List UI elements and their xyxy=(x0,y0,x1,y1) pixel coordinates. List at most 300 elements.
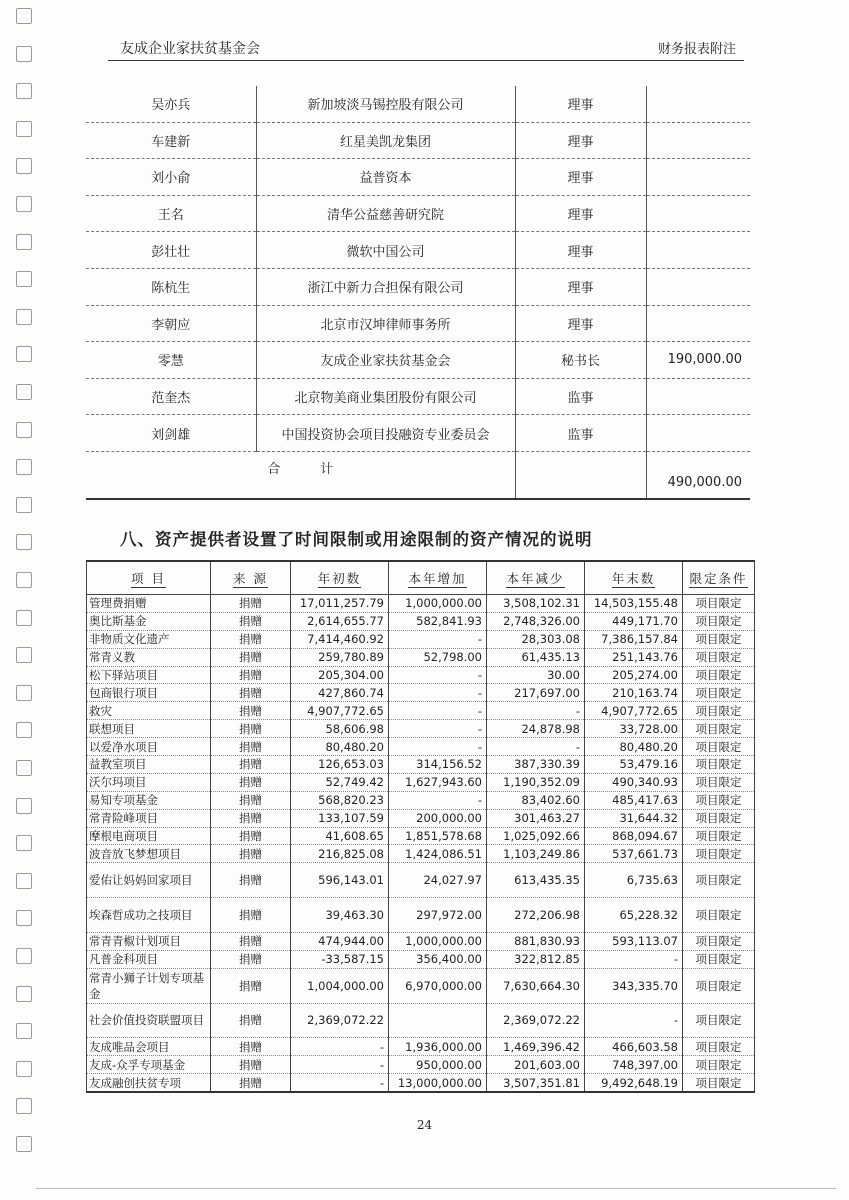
closing-balance: 343,335.70 xyxy=(585,968,683,1003)
person-org: 新加坡淡马锡控股有限公司 xyxy=(256,86,515,122)
opening-balance: 596,143.01 xyxy=(291,863,389,898)
year-decrease: 30.00 xyxy=(487,666,585,684)
item-name: 波音放飞梦想项目 xyxy=(87,845,211,863)
person-name: 陈杭生 xyxy=(86,268,256,305)
binding-hole xyxy=(16,610,32,626)
item-source: 捐赠 xyxy=(211,791,291,809)
restriction: 项目限定 xyxy=(683,845,755,863)
person-amount: 190,000.00 xyxy=(646,342,750,379)
item-name: 松下驿站项目 xyxy=(87,666,211,684)
total-empty xyxy=(515,451,646,499)
year-increase: 1,000,000.00 xyxy=(389,595,487,613)
person-role: 监事 xyxy=(515,415,646,452)
column-header xyxy=(487,561,585,595)
closing-balance: 9,492,648.19 xyxy=(585,1074,683,1092)
table-row xyxy=(87,845,755,863)
person-amount xyxy=(646,86,750,122)
closing-balance: 449,171.70 xyxy=(585,612,683,630)
person-role: 理事 xyxy=(515,159,646,196)
item-name: 奥比斯基金 xyxy=(87,612,211,630)
item-name: 管理费捐赠 xyxy=(87,595,211,613)
column-header xyxy=(389,561,487,595)
restriction: 项目限定 xyxy=(683,827,755,845)
opening-balance: - xyxy=(291,1056,389,1074)
binding-hole xyxy=(16,83,32,99)
year-decrease: 83,402.60 xyxy=(487,791,585,809)
year-increase xyxy=(389,1003,487,1038)
closing-balance: 7,386,157.84 xyxy=(585,630,683,648)
closing-balance: 485,417.63 xyxy=(585,791,683,809)
person-org: 友成企业家扶贫基金会 xyxy=(256,342,515,379)
person-amount xyxy=(646,195,750,232)
person-name: 刘小俞 xyxy=(86,159,256,196)
binding-hole xyxy=(16,346,32,362)
opening-balance: 133,107.59 xyxy=(291,809,389,827)
person-amount xyxy=(646,378,750,415)
total-amount: 490,000.00 xyxy=(646,451,750,499)
table-row xyxy=(87,1056,755,1074)
year-decrease: 24,878.98 xyxy=(487,720,585,738)
table-row xyxy=(87,756,755,774)
binding-hole xyxy=(16,271,32,287)
year-decrease: 3,508,102.31 xyxy=(487,595,585,613)
restricted-assets-table xyxy=(86,560,755,1093)
item-name: 包商银行项目 xyxy=(87,684,211,702)
opening-balance: 474,944.00 xyxy=(291,932,389,950)
person-org: 北京物美商业集团股份有限公司 xyxy=(256,378,515,415)
header-org: 友成企业家扶贫基金会 xyxy=(120,41,260,57)
item-source: 捐赠 xyxy=(211,1056,291,1074)
person-org: 浙江中新力合担保有限公司 xyxy=(256,268,515,305)
item-source: 捐赠 xyxy=(211,756,291,774)
item-name: 非物质文化遗产 xyxy=(87,630,211,648)
column-header xyxy=(291,561,389,595)
year-increase: 950,000.00 xyxy=(389,1056,487,1074)
year-decrease: 1,103,249.86 xyxy=(487,845,585,863)
column-header xyxy=(585,561,683,595)
restriction: 项目限定 xyxy=(683,932,755,950)
opening-balance: 80,480.20 xyxy=(291,738,389,756)
person-name: 刘剑雄 xyxy=(86,415,256,452)
closing-balance: 80,480.20 xyxy=(585,738,683,756)
table-row xyxy=(87,863,755,898)
item-source: 捐赠 xyxy=(211,595,291,613)
year-decrease: 217,697.00 xyxy=(487,684,585,702)
person-name: 李朝应 xyxy=(86,305,256,342)
opening-balance: 568,820.23 xyxy=(291,791,389,809)
year-decrease: 2,748,326.00 xyxy=(487,612,585,630)
restriction: 项目限定 xyxy=(683,612,755,630)
person-org: 微软中国公司 xyxy=(256,232,515,269)
item-source: 捐赠 xyxy=(211,702,291,720)
opening-balance: 216,825.08 xyxy=(291,845,389,863)
restriction: 项目限定 xyxy=(683,968,755,1003)
restriction: 项目限定 xyxy=(683,1074,755,1092)
column-header-text: 来 源 xyxy=(233,571,268,586)
item-name: 常青险峰项目 xyxy=(87,809,211,827)
item-name: 友成唯品会项目 xyxy=(87,1038,211,1056)
year-increase: 314,156.52 xyxy=(389,756,487,774)
item-source: 捐赠 xyxy=(211,898,291,933)
binding-hole xyxy=(16,1098,32,1114)
item-name: 凡普金科项目 xyxy=(87,950,211,968)
binding-hole xyxy=(16,910,32,926)
binding-hole xyxy=(16,873,32,889)
closing-balance: - xyxy=(585,1003,683,1038)
restriction: 项目限定 xyxy=(683,1003,755,1038)
table-row xyxy=(87,702,755,720)
closing-balance: 537,661.73 xyxy=(585,845,683,863)
year-increase: 1,851,578.68 xyxy=(389,827,487,845)
table-row xyxy=(87,968,755,1003)
opening-balance: 41,608.65 xyxy=(291,827,389,845)
binding-hole xyxy=(16,948,32,964)
year-increase: 582,841.93 xyxy=(389,612,487,630)
person-name: 彭壮壮 xyxy=(86,232,256,269)
binding-hole xyxy=(16,46,32,62)
year-increase: 1,627,943.60 xyxy=(389,773,487,791)
person-name: 吴亦兵 xyxy=(86,86,256,122)
year-increase: 200,000.00 xyxy=(389,809,487,827)
section-title: 八、资产提供者设置了时间限制或用途限制的资产情况的说明 xyxy=(120,530,593,549)
binding-hole xyxy=(16,158,32,174)
closing-balance: 6,735.63 xyxy=(585,863,683,898)
year-decrease: 1,190,352.09 xyxy=(487,773,585,791)
table-row xyxy=(87,666,755,684)
binding-hole xyxy=(16,234,32,250)
person-amount xyxy=(646,159,750,196)
person-amount xyxy=(646,232,750,269)
closing-balance: 593,113.07 xyxy=(585,932,683,950)
binding-hole xyxy=(16,422,32,438)
year-increase: - xyxy=(389,666,487,684)
year-decrease: 322,812.85 xyxy=(487,950,585,968)
column-header xyxy=(211,561,291,595)
year-decrease: - xyxy=(487,738,585,756)
restriction: 项目限定 xyxy=(683,898,755,933)
restriction: 项目限定 xyxy=(683,595,755,613)
person-name: 车建新 xyxy=(86,122,256,159)
restriction: 项目限定 xyxy=(683,809,755,827)
year-increase: 52,798.00 xyxy=(389,648,487,666)
person-role: 理事 xyxy=(515,305,646,342)
opening-balance: 2,614,655.77 xyxy=(291,612,389,630)
table-row xyxy=(87,595,755,613)
opening-balance: 58,606.98 xyxy=(291,720,389,738)
binding-hole xyxy=(16,647,32,663)
person-org: 北京市汉坤律师事务所 xyxy=(256,305,515,342)
year-decrease: 881,830.93 xyxy=(487,932,585,950)
column-header-text: 项 目 xyxy=(131,571,166,586)
restriction: 项目限定 xyxy=(683,863,755,898)
table-row xyxy=(87,1074,755,1092)
item-name: 易知专项基金 xyxy=(87,791,211,809)
year-increase: 1,424,086.51 xyxy=(389,845,487,863)
item-source: 捐赠 xyxy=(211,1074,291,1092)
closing-balance: 53,479.16 xyxy=(585,756,683,774)
closing-balance: 4,907,772.65 xyxy=(585,702,683,720)
binding-hole xyxy=(16,986,32,1002)
year-increase: 6,970,000.00 xyxy=(389,968,487,1003)
year-increase: 1,000,000.00 xyxy=(389,932,487,950)
opening-balance: 39,463.30 xyxy=(291,898,389,933)
closing-balance: 31,644.32 xyxy=(585,809,683,827)
table-row xyxy=(87,648,755,666)
year-decrease: - xyxy=(487,702,585,720)
restriction: 项目限定 xyxy=(683,738,755,756)
item-source: 捐赠 xyxy=(211,1038,291,1056)
binding-hole xyxy=(16,309,32,325)
person-org: 清华公益慈善研究院 xyxy=(256,195,515,232)
person-name: 范奎杰 xyxy=(86,378,256,415)
item-source: 捐赠 xyxy=(211,630,291,648)
column-header-text: 本年减少 xyxy=(506,571,565,586)
person-amount xyxy=(646,305,750,342)
opening-balance: 205,304.00 xyxy=(291,666,389,684)
table-row xyxy=(87,791,755,809)
year-decrease: 61,435.13 xyxy=(487,648,585,666)
person-role: 理事 xyxy=(515,86,646,122)
item-source: 捐赠 xyxy=(211,666,291,684)
person-name: 王名 xyxy=(86,195,256,232)
person-org: 益普资本 xyxy=(256,159,515,196)
item-name: 友成-众孚专项基金 xyxy=(87,1056,211,1074)
person-amount xyxy=(646,268,750,305)
opening-balance: 1,004,000.00 xyxy=(291,968,389,1003)
item-source: 捐赠 xyxy=(211,738,291,756)
closing-balance: 490,340.93 xyxy=(585,773,683,791)
person-name: 零慧 xyxy=(86,342,256,379)
opening-balance: 52,749.42 xyxy=(291,773,389,791)
footer-line xyxy=(36,1188,836,1189)
binding-hole xyxy=(16,722,32,738)
item-name: 以爱净水项目 xyxy=(87,738,211,756)
restriction: 项目限定 xyxy=(683,950,755,968)
personnel-row xyxy=(86,232,750,269)
person-role: 理事 xyxy=(515,232,646,269)
item-source: 捐赠 xyxy=(211,932,291,950)
opening-balance: 4,907,772.65 xyxy=(291,702,389,720)
opening-balance: -33,587.15 xyxy=(291,950,389,968)
year-decrease: 201,603.00 xyxy=(487,1056,585,1074)
personnel-row xyxy=(86,305,750,342)
item-source: 捐赠 xyxy=(211,773,291,791)
binding-hole xyxy=(16,196,32,212)
person-role: 理事 xyxy=(515,195,646,232)
year-decrease: 2,369,072.22 xyxy=(487,1003,585,1038)
binding-hole xyxy=(16,8,32,24)
item-name: 救灾 xyxy=(87,702,211,720)
closing-balance: 210,163.74 xyxy=(585,684,683,702)
closing-balance: 748,397.00 xyxy=(585,1056,683,1074)
page-number: 24 xyxy=(416,1118,433,1132)
personnel-table xyxy=(86,86,750,500)
person-role: 监事 xyxy=(515,378,646,415)
restriction: 项目限定 xyxy=(683,773,755,791)
closing-balance: 868,094.67 xyxy=(585,827,683,845)
personnel-row xyxy=(86,122,750,159)
opening-balance: 17,011,257.79 xyxy=(291,595,389,613)
item-source: 捐赠 xyxy=(211,968,291,1003)
year-increase: 297,972.00 xyxy=(389,898,487,933)
person-org: 红星美凯龙集团 xyxy=(256,122,515,159)
table-row xyxy=(87,1003,755,1038)
opening-balance: 259,780.89 xyxy=(291,648,389,666)
table-row xyxy=(87,1038,755,1056)
table-row xyxy=(87,684,755,702)
header-doc-title: 财务报表附注 xyxy=(657,42,736,57)
binding-holes xyxy=(14,8,36,1188)
item-source: 捐赠 xyxy=(211,827,291,845)
item-source: 捐赠 xyxy=(211,648,291,666)
binding-hole xyxy=(16,1023,32,1039)
binding-hole xyxy=(16,497,32,513)
restriction: 项目限定 xyxy=(683,1038,755,1056)
item-source: 捐赠 xyxy=(211,684,291,702)
year-increase: - xyxy=(389,791,487,809)
restriction: 项目限定 xyxy=(683,791,755,809)
closing-balance: 251,143.76 xyxy=(585,648,683,666)
column-header-text: 限定条件 xyxy=(689,571,748,586)
closing-balance: 466,603.58 xyxy=(585,1038,683,1056)
item-name: 益教室项目 xyxy=(87,756,211,774)
table-row xyxy=(87,630,755,648)
person-org: 中国投资协会项目投融资专业委员会 xyxy=(256,415,515,452)
column-header-text: 年末数 xyxy=(611,571,656,586)
table-row xyxy=(87,720,755,738)
year-decrease: 387,330.39 xyxy=(487,756,585,774)
year-increase: - xyxy=(389,738,487,756)
item-source: 捐赠 xyxy=(211,1003,291,1038)
restriction: 项目限定 xyxy=(683,648,755,666)
closing-balance: 33,728.00 xyxy=(585,720,683,738)
item-name: 沃尔玛项目 xyxy=(87,773,211,791)
column-header-text: 本年增加 xyxy=(408,571,467,586)
binding-hole xyxy=(16,384,32,400)
table-row xyxy=(87,773,755,791)
item-name: 常青青椒计划项目 xyxy=(87,932,211,950)
item-source: 捐赠 xyxy=(211,845,291,863)
item-source: 捐赠 xyxy=(211,950,291,968)
personnel-row xyxy=(86,342,750,379)
table-row xyxy=(87,827,755,845)
item-source: 捐赠 xyxy=(211,863,291,898)
page-header xyxy=(108,38,744,61)
opening-balance: 7,414,460.92 xyxy=(291,630,389,648)
personnel-row xyxy=(86,86,750,122)
binding-hole xyxy=(16,459,32,475)
restriction: 项目限定 xyxy=(683,666,755,684)
year-increase: 24,027.97 xyxy=(389,863,487,898)
item-name: 社会价值投资联盟项目 xyxy=(87,1003,211,1038)
item-name: 摩根电商项目 xyxy=(87,827,211,845)
opening-balance: 2,369,072.22 xyxy=(291,1003,389,1038)
year-decrease: 613,435.35 xyxy=(487,863,585,898)
table-row xyxy=(87,809,755,827)
opening-balance: 126,653.03 xyxy=(291,756,389,774)
person-amount xyxy=(646,122,750,159)
person-role: 理事 xyxy=(515,268,646,305)
table-row xyxy=(87,612,755,630)
year-decrease: 1,469,396.42 xyxy=(487,1038,585,1056)
year-decrease: 28,303.08 xyxy=(487,630,585,648)
closing-balance: 205,274.00 xyxy=(585,666,683,684)
year-increase: - xyxy=(389,720,487,738)
binding-hole xyxy=(16,534,32,550)
year-increase: - xyxy=(389,684,487,702)
person-amount xyxy=(646,415,750,452)
closing-balance: 65,228.32 xyxy=(585,898,683,933)
year-decrease: 7,630,664.30 xyxy=(487,968,585,1003)
person-role: 理事 xyxy=(515,122,646,159)
closing-balance: 14,503,155.48 xyxy=(585,595,683,613)
item-name: 友成融创扶贫专项 xyxy=(87,1074,211,1092)
item-source: 捐赠 xyxy=(211,720,291,738)
item-source: 捐赠 xyxy=(211,809,291,827)
restriction: 项目限定 xyxy=(683,630,755,648)
binding-hole xyxy=(16,1061,32,1077)
opening-balance: - xyxy=(291,1038,389,1056)
binding-hole xyxy=(16,121,32,137)
restriction: 项目限定 xyxy=(683,720,755,738)
item-source: 捐赠 xyxy=(211,612,291,630)
year-decrease: 1,025,092.66 xyxy=(487,827,585,845)
year-increase: 356,400.00 xyxy=(389,950,487,968)
personnel-row xyxy=(86,195,750,232)
restriction: 项目限定 xyxy=(683,756,755,774)
year-increase: - xyxy=(389,702,487,720)
opening-balance: - xyxy=(291,1074,389,1092)
item-name: 爱佑让妈妈回家项目 xyxy=(87,863,211,898)
table-row xyxy=(87,932,755,950)
table-row xyxy=(87,950,755,968)
closing-balance: - xyxy=(585,950,683,968)
year-increase: 13,000,000.00 xyxy=(389,1074,487,1092)
restriction: 项目限定 xyxy=(683,1056,755,1074)
binding-hole xyxy=(16,1136,32,1152)
binding-hole xyxy=(16,835,32,851)
person-role: 秘书长 xyxy=(515,342,646,379)
personnel-row xyxy=(86,415,750,452)
item-name: 埃森哲成功之技项目 xyxy=(87,898,211,933)
year-decrease: 3,507,351.81 xyxy=(487,1074,585,1092)
year-increase: - xyxy=(389,630,487,648)
binding-hole xyxy=(16,572,32,588)
year-decrease: 272,206.98 xyxy=(487,898,585,933)
table-row xyxy=(87,898,755,933)
personnel-total-row xyxy=(86,451,750,499)
restriction: 项目限定 xyxy=(683,684,755,702)
column-header xyxy=(87,561,211,595)
column-header-text: 年初数 xyxy=(317,571,362,586)
year-increase: 1,936,000.00 xyxy=(389,1038,487,1056)
opening-balance: 427,860.74 xyxy=(291,684,389,702)
personnel-row xyxy=(86,268,750,305)
personnel-row xyxy=(86,378,750,415)
item-name: 常青义教 xyxy=(87,648,211,666)
binding-hole xyxy=(16,685,32,701)
column-header xyxy=(683,561,755,595)
binding-hole xyxy=(16,798,32,814)
item-name: 常青小狮子计划专项基金 xyxy=(87,968,211,1003)
table-row xyxy=(87,738,755,756)
item-name: 联想项目 xyxy=(87,720,211,738)
personnel-row xyxy=(86,159,750,196)
total-label: 合计 xyxy=(86,451,515,499)
restriction: 项目限定 xyxy=(683,702,755,720)
year-decrease: 301,463.27 xyxy=(487,809,585,827)
binding-hole xyxy=(16,760,32,776)
